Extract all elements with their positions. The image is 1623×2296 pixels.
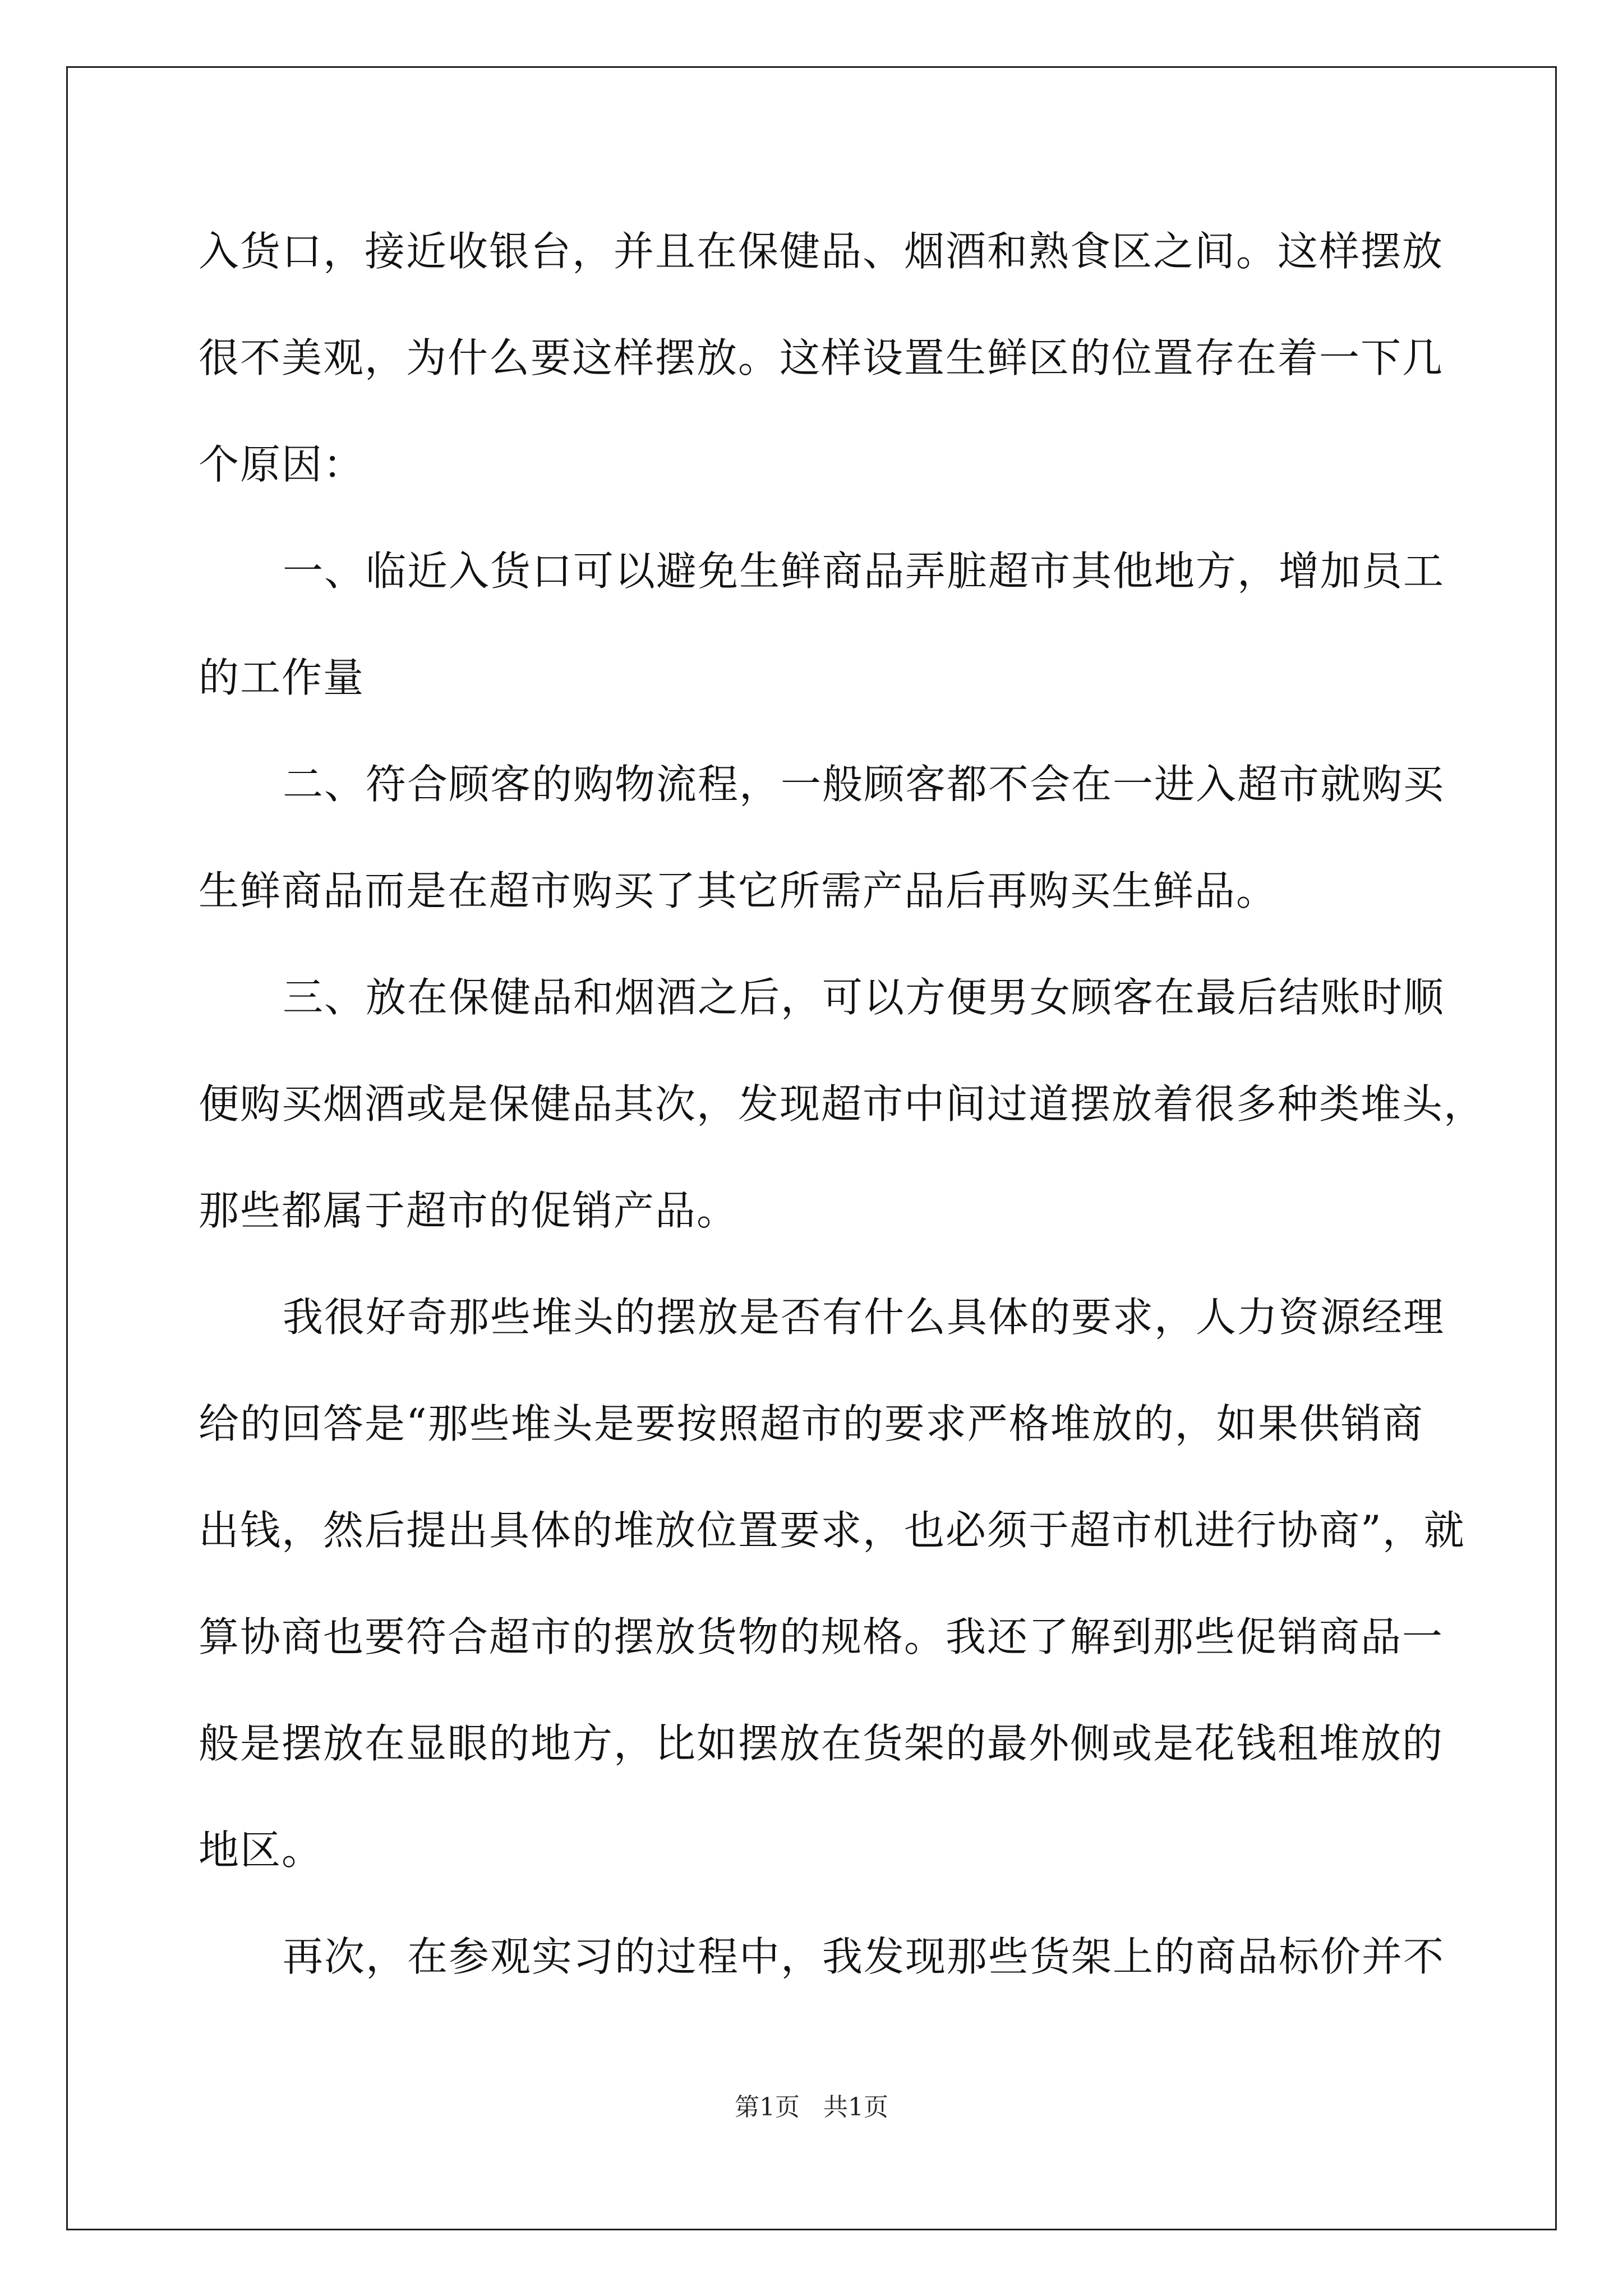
text-line: 算协商也要符合超市的摆放货物的规格。我还了解到那些促销商品一 — [199, 1613, 1444, 1660]
text-line: 个原因： — [199, 441, 365, 488]
page-total: 共1页 — [823, 2093, 888, 2122]
document-body — [199, 215, 1486, 2027]
text-line: 给的回答是“那些堆头是要按照超市的要求严格堆放的，如果供销商 — [199, 1400, 1424, 1447]
page-footer — [0, 2087, 1623, 2123]
text-line: 再次，在参观实习的过程中，我发现那些货架上的商品标价并不 — [283, 1933, 1445, 1980]
text-line: 的工作量 — [199, 654, 365, 701]
text-line: 那些都属于超市的促销产品。 — [199, 1187, 739, 1234]
text-line: 二、符合顾客的购物流程，一般顾客都不会在一进入超市就购买 — [283, 761, 1445, 808]
text-line: 入货口，接近收银台，并且在保健品、烟酒和熟食区之间。这样摆放 — [199, 228, 1444, 275]
text-line: 三、放在保健品和烟酒之后，可以方便男女顾客在最后结账时顺 — [283, 974, 1445, 1021]
page-number: 第1页 — [735, 2093, 800, 2122]
text-line: 地区。 — [199, 1826, 324, 1874]
text-line: 很不美观，为什么要这样摆放。这样设置生鲜区的位置存在着一下几 — [199, 334, 1444, 381]
text-line: 生鲜商品而是在超市购买了其它所需产品后再购买生鲜品。 — [199, 867, 1278, 914]
text-line: 一、临近入货口可以避免生鲜商品弄脏超市其他地方，增加员工 — [283, 547, 1445, 595]
text-line: 出钱，然后提出具体的堆放位置要求，也必须于超市机进行协商”，就 — [199, 1507, 1465, 1554]
text-line: 我很好奇那些堆头的摆放是否有什么具体的要求，人力资源经理 — [283, 1294, 1445, 1341]
text-line: 便购买烟酒或是保健品其次，发现超市中间过道摆放着很多种类堆头， — [199, 1080, 1486, 1128]
text-line: 般是摆放在显眼的地方，比如摆放在货架的最外侧或是花钱租堆放的 — [199, 1720, 1444, 1767]
